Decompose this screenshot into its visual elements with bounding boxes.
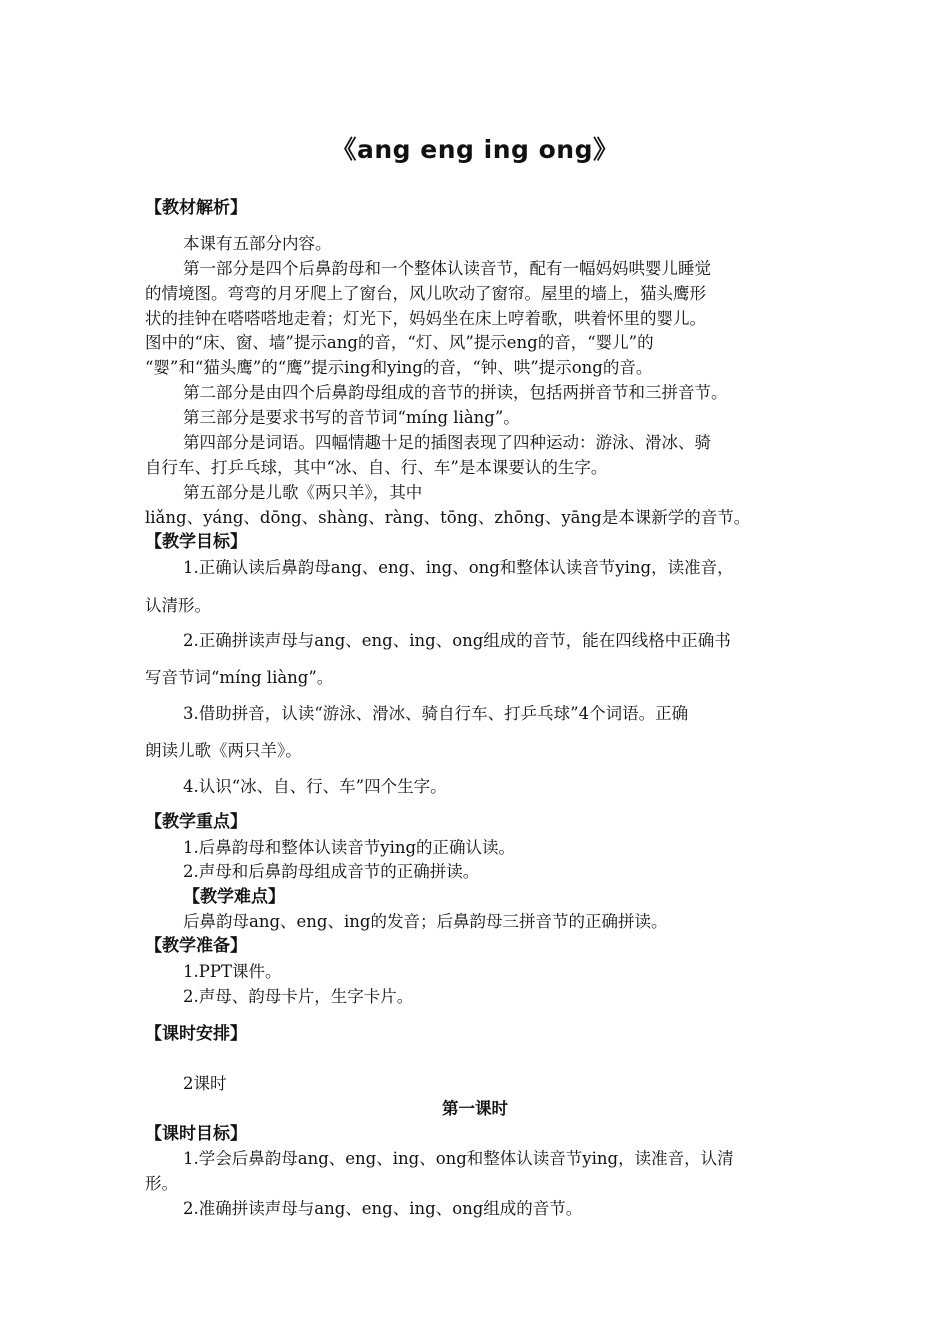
paragraph-line: “婴”和“猫头鹰”的“鹰”提示ing和ying的音，“钟、哄”提示ong的音。	[145, 358, 653, 377]
paragraph-line: 的情境图。弯弯的月牙爬上了窗台，风儿吹动了窗帘。屋里的墙上，猫头鹰形	[145, 284, 706, 303]
goal-line: 朗读儿歌《两只羊》。	[145, 741, 302, 760]
heading-preparation: 【教学准备】	[145, 936, 247, 956]
goal-line: 2.正确拼读声母与ang、eng、ing、ong组成的音节，能在四线格中正确书	[183, 631, 731, 650]
lesson-goal-line: 形。	[145, 1174, 178, 1193]
heading-analysis: 【教材解析】	[145, 198, 247, 218]
heading-schedule: 【课时安排】	[145, 1024, 247, 1044]
goal-line: 认清形。	[145, 596, 211, 615]
paragraph-line: 自行车、打乒乓球，其中“冰、自、行、车”是本课要认的生字。	[145, 458, 608, 477]
heading-goals: 【教学目标】	[145, 532, 247, 552]
paragraph-line: 第四部分是词语。四幅情趣十足的插图表现了四种运动：游泳、滑冰、骑	[183, 433, 711, 452]
goal-line: 写音节词“míng liàng”。	[145, 668, 334, 687]
lesson-goal-line: 1.学会后鼻韵母ang、eng、ing、ong和整体认读音节ying，读准音，认清	[183, 1149, 734, 1168]
goal-line: 1.正确认读后鼻韵母ang、eng、ing、ong和整体认读音节ying，读准音，	[183, 558, 734, 577]
paragraph-line: 第二部分是由四个后鼻韵母组成的音节的拼读，包括两拼音节和三拼音节。	[183, 383, 728, 402]
difficulty-line: 后鼻韵母ang、eng、ing的发音；后鼻韵母三拼音节的正确拼读。	[183, 912, 668, 931]
schedule-line: 2课时	[183, 1074, 227, 1093]
heading-lesson-goals: 【课时目标】	[145, 1124, 247, 1144]
document-title: 《ang eng ing ong》	[331, 135, 619, 164]
heading-difficulty: 【教学难点】	[183, 887, 285, 907]
paragraph-line: 本课有五部分内容。	[183, 234, 332, 253]
lesson-goal-line: 2.准确拼读声母与ang、eng、ing、ong组成的音节。	[183, 1199, 583, 1218]
heading-key-points: 【教学重点】	[145, 812, 247, 832]
paragraph-line: 状的挂钟在嗒嗒嗒地走着；灯光下，妈妈坐在床上哼着歌，哄着怀里的婴儿。	[145, 309, 706, 328]
preparation-line: 1.PPT课件。	[183, 962, 282, 981]
paragraph-line: 第一部分是四个后鼻韵母和一个整体认读音节，配有一幅妈妈哄婴儿睡觉	[183, 259, 711, 278]
paragraph-line: liǎng、yáng、dōng、shàng、ràng、tōng、zhōng、yāng是本课新学的音节。	[145, 508, 751, 527]
preparation-line: 2.声母、韵母卡片，生字卡片。	[183, 987, 414, 1006]
key-point-line: 1.后鼻韵母和整体认读音节ying的正确认读。	[183, 838, 516, 857]
paragraph-line: 图中的“床、窗、墙”提示ang的音，“灯、风”提示eng的音，“婴儿”的	[145, 333, 654, 352]
goal-line: 4.认识“冰、自、行、车”四个生字。	[183, 777, 447, 796]
paragraph-line: 第三部分是要求书写的音节词“míng liàng”。	[183, 408, 520, 427]
lesson-title: 第一课时	[442, 1099, 508, 1118]
goal-line: 3.借助拼音，认读“游泳、滑冰、骑自行车、打乒乓球”4个词语。正确	[183, 704, 689, 723]
key-point-line: 2.声母和后鼻韵母组成音节的正确拼读。	[183, 862, 480, 881]
paragraph-line: 第五部分是儿歌《两只羊》，其中	[183, 483, 423, 502]
